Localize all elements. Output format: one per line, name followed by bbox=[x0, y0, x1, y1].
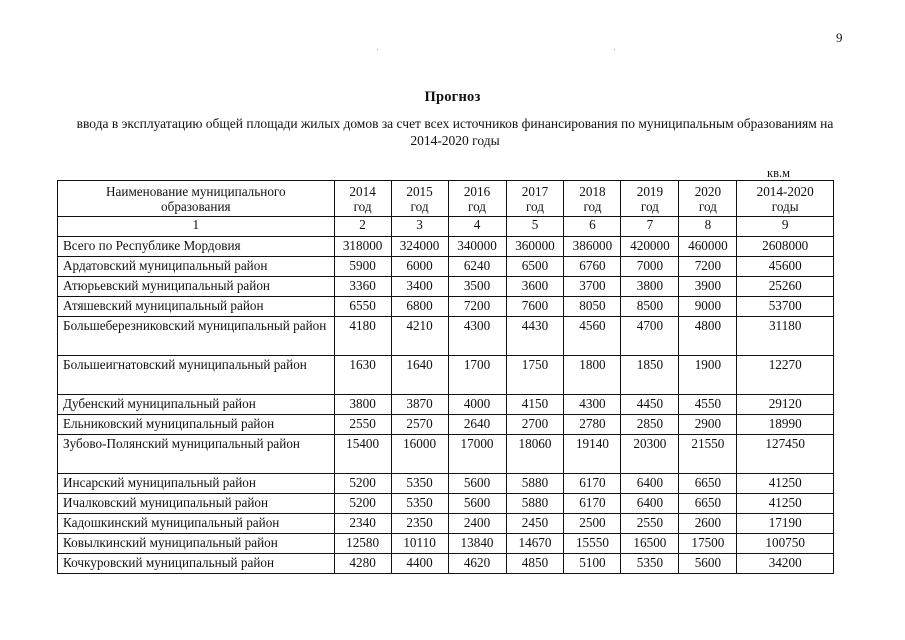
value-cell: 2780 bbox=[564, 415, 621, 435]
page-number: 9 bbox=[836, 30, 843, 45]
value-cell: 4180 bbox=[334, 317, 391, 356]
value-cell: 7000 bbox=[621, 257, 679, 277]
header-year-label: 2016 bbox=[463, 183, 491, 199]
value-cell: 3400 bbox=[391, 277, 448, 297]
value-cell: 41250 bbox=[737, 494, 834, 514]
value-cell: 6000 bbox=[391, 257, 448, 277]
column-number-cell: 5 bbox=[506, 217, 564, 237]
value-cell: 2700 bbox=[506, 415, 564, 435]
value-cell: 4400 bbox=[391, 554, 448, 574]
value-cell: 5600 bbox=[679, 554, 737, 574]
municipality-name-cell: Дубенский муниципальный район bbox=[58, 395, 335, 415]
value-cell: 5200 bbox=[334, 494, 391, 514]
municipality-name-cell: Ельниковский муниципальный район bbox=[58, 415, 335, 435]
table-row bbox=[58, 356, 834, 395]
value-cell: 34200 bbox=[737, 554, 834, 574]
value-cell: 360000 bbox=[506, 237, 564, 257]
header-year-unit: год bbox=[698, 198, 717, 214]
value-cell: 3700 bbox=[564, 277, 621, 297]
value-cell: 5350 bbox=[391, 474, 448, 494]
value-cell: 6760 bbox=[564, 257, 621, 277]
scan-speck bbox=[614, 49, 615, 50]
value-cell: 12270 bbox=[737, 356, 834, 395]
table-row bbox=[58, 554, 834, 574]
value-cell: 2640 bbox=[448, 415, 506, 435]
value-cell: 7600 bbox=[506, 297, 564, 317]
value-cell: 4300 bbox=[564, 395, 621, 415]
value-cell: 4430 bbox=[506, 317, 564, 356]
header-year-cell bbox=[448, 181, 506, 217]
value-cell: 4210 bbox=[391, 317, 448, 356]
value-cell: 17000 bbox=[448, 435, 506, 474]
value-cell: 420000 bbox=[621, 237, 679, 257]
header-year-cell bbox=[506, 181, 564, 217]
header-year-unit: год bbox=[583, 198, 602, 214]
value-cell: 17500 bbox=[679, 534, 737, 554]
column-number-cell: 3 bbox=[391, 217, 448, 237]
value-cell: 13840 bbox=[448, 534, 506, 554]
value-cell: 9000 bbox=[679, 297, 737, 317]
municipality-name-cell: Атюрьевский муниципальный район bbox=[58, 277, 335, 297]
value-cell: 6400 bbox=[621, 474, 679, 494]
value-cell: 4700 bbox=[621, 317, 679, 356]
municipality-name-cell: Ковылкинский муниципальный район bbox=[58, 534, 335, 554]
document-subtitle: ввода в эксплуатацию общей площади жилых домов за счет всех источников финансирования по муниципальным образованиям на 2014-2020 годы bbox=[76, 116, 834, 148]
value-cell: 1640 bbox=[391, 356, 448, 395]
value-cell: 4620 bbox=[448, 554, 506, 574]
column-number-cell: 2 bbox=[334, 217, 391, 237]
value-cell: 5880 bbox=[506, 474, 564, 494]
header-year-label: 2017 bbox=[521, 183, 549, 199]
unit-label: кв.м bbox=[767, 166, 791, 180]
table-row bbox=[58, 514, 834, 534]
value-cell: 2550 bbox=[334, 415, 391, 435]
value-cell: 2608000 bbox=[737, 237, 834, 257]
value-cell: 1850 bbox=[621, 356, 679, 395]
value-cell: 7200 bbox=[448, 297, 506, 317]
value-cell: 2350 bbox=[391, 514, 448, 534]
value-cell: 6800 bbox=[391, 297, 448, 317]
value-cell: 5600 bbox=[448, 494, 506, 514]
value-cell: 2850 bbox=[621, 415, 679, 435]
value-cell: 5100 bbox=[564, 554, 621, 574]
value-cell: 14670 bbox=[506, 534, 564, 554]
table-row bbox=[58, 277, 834, 297]
header-year-cell bbox=[564, 181, 621, 217]
scan-speck bbox=[377, 49, 378, 50]
value-cell: 460000 bbox=[679, 237, 737, 257]
value-cell: 1630 bbox=[334, 356, 391, 395]
value-cell: 5350 bbox=[621, 554, 679, 574]
value-cell: 8500 bbox=[621, 297, 679, 317]
value-cell: 2900 bbox=[679, 415, 737, 435]
value-cell: 17190 bbox=[737, 514, 834, 534]
value-cell: 21550 bbox=[679, 435, 737, 474]
header-year-label: 2019 bbox=[636, 183, 664, 199]
column-number-cell: 4 bbox=[448, 217, 506, 237]
value-cell: 100750 bbox=[737, 534, 834, 554]
municipality-name-cell: Ардатовский муниципальный район bbox=[58, 257, 335, 277]
value-cell: 6170 bbox=[564, 494, 621, 514]
header-year-unit: годы bbox=[771, 198, 799, 214]
table-row bbox=[58, 474, 834, 494]
value-cell: 25260 bbox=[737, 277, 834, 297]
value-cell: 4450 bbox=[621, 395, 679, 415]
value-cell: 127450 bbox=[737, 435, 834, 474]
value-cell: 6400 bbox=[621, 494, 679, 514]
value-cell: 2340 bbox=[334, 514, 391, 534]
header-year-label: 2014-2020 bbox=[756, 183, 814, 199]
header-year-label: 2018 bbox=[579, 183, 606, 199]
value-cell: 3500 bbox=[448, 277, 506, 297]
municipality-name-cell: Кадошкинский муниципальный район bbox=[58, 514, 335, 534]
value-cell: 5880 bbox=[506, 494, 564, 514]
value-cell: 4150 bbox=[506, 395, 564, 415]
value-cell: 15550 bbox=[564, 534, 621, 554]
value-cell: 3360 bbox=[334, 277, 391, 297]
header-year-unit: год bbox=[525, 198, 544, 214]
value-cell: 5600 bbox=[448, 474, 506, 494]
municipality-name-cell: Ичалковский муниципальный район bbox=[58, 494, 335, 514]
column-number-cell: 6 bbox=[564, 217, 621, 237]
value-cell: 1800 bbox=[564, 356, 621, 395]
value-cell: 5350 bbox=[391, 494, 448, 514]
value-cell: 6240 bbox=[448, 257, 506, 277]
column-number-cell: 7 bbox=[621, 217, 679, 237]
value-cell: 18060 bbox=[506, 435, 564, 474]
value-cell: 4550 bbox=[679, 395, 737, 415]
header-year-label: 2014 bbox=[349, 183, 376, 199]
value-cell: 3800 bbox=[621, 277, 679, 297]
column-numbers-row bbox=[58, 217, 834, 237]
table-row bbox=[58, 395, 834, 415]
value-cell: 4000 bbox=[448, 395, 506, 415]
header-year-unit: год bbox=[468, 198, 487, 214]
header-year-unit: год bbox=[353, 198, 372, 214]
value-cell: 4800 bbox=[679, 317, 737, 356]
value-cell: 324000 bbox=[391, 237, 448, 257]
value-cell: 8050 bbox=[564, 297, 621, 317]
header-name-cell: Наименование муниципального образования bbox=[58, 181, 335, 217]
value-cell: 10110 bbox=[391, 534, 448, 554]
header-year-unit: год bbox=[410, 198, 429, 214]
value-cell: 2600 bbox=[679, 514, 737, 534]
value-cell: 6650 bbox=[679, 474, 737, 494]
value-cell: 5900 bbox=[334, 257, 391, 277]
value-cell: 19140 bbox=[564, 435, 621, 474]
municipality-name-cell: Зубово-Полянский муниципальный район bbox=[58, 435, 335, 474]
value-cell: 7200 bbox=[679, 257, 737, 277]
value-cell: 53700 bbox=[737, 297, 834, 317]
table-row bbox=[58, 435, 834, 474]
value-cell: 3900 bbox=[679, 277, 737, 297]
value-cell: 2450 bbox=[506, 514, 564, 534]
table-row bbox=[58, 297, 834, 317]
value-cell: 29120 bbox=[737, 395, 834, 415]
header-year-label: 2015 bbox=[406, 183, 433, 199]
value-cell: 3800 bbox=[334, 395, 391, 415]
header-year-unit: год bbox=[640, 198, 659, 214]
value-cell: 12580 bbox=[334, 534, 391, 554]
value-cell: 3600 bbox=[506, 277, 564, 297]
forecast-table bbox=[57, 180, 834, 574]
value-cell: 4560 bbox=[564, 317, 621, 356]
value-cell: 6650 bbox=[679, 494, 737, 514]
column-number-cell: 8 bbox=[679, 217, 737, 237]
document-title: Прогноз bbox=[424, 89, 481, 105]
value-cell: 16500 bbox=[621, 534, 679, 554]
value-cell: 6550 bbox=[334, 297, 391, 317]
value-cell: 15400 bbox=[334, 435, 391, 474]
value-cell: 2500 bbox=[564, 514, 621, 534]
value-cell: 1900 bbox=[679, 356, 737, 395]
value-cell: 340000 bbox=[448, 237, 506, 257]
header-year-cell bbox=[334, 181, 391, 217]
value-cell: 1750 bbox=[506, 356, 564, 395]
value-cell: 386000 bbox=[564, 237, 621, 257]
municipality-name-cell: Большеигнатовский муниципальный район bbox=[58, 356, 335, 395]
municipality-name-cell: Кочкуровский муниципальный район bbox=[58, 554, 335, 574]
value-cell: 6170 bbox=[564, 474, 621, 494]
municipality-name-cell: Всего по Республике Мордовия bbox=[58, 237, 335, 257]
value-cell: 41250 bbox=[737, 474, 834, 494]
value-cell: 18990 bbox=[737, 415, 834, 435]
value-cell: 6500 bbox=[506, 257, 564, 277]
value-cell: 31180 bbox=[737, 317, 834, 356]
value-cell: 318000 bbox=[334, 237, 391, 257]
value-cell: 4280 bbox=[334, 554, 391, 574]
table-row bbox=[58, 317, 834, 356]
value-cell: 20300 bbox=[621, 435, 679, 474]
column-number-cell: 1 bbox=[58, 217, 335, 237]
header-year-cell bbox=[621, 181, 679, 217]
value-cell: 4850 bbox=[506, 554, 564, 574]
value-cell: 4300 bbox=[448, 317, 506, 356]
municipality-name-cell: Инсарский муниципальный район bbox=[58, 474, 335, 494]
value-cell: 2400 bbox=[448, 514, 506, 534]
header-year-cell bbox=[679, 181, 737, 217]
value-cell: 45600 bbox=[737, 257, 834, 277]
table-row bbox=[58, 257, 834, 277]
table-row bbox=[58, 415, 834, 435]
table-row bbox=[58, 237, 834, 257]
value-cell: 1700 bbox=[448, 356, 506, 395]
municipality-name-cell: Атяшевский муниципальный район bbox=[58, 297, 335, 317]
value-cell: 16000 bbox=[391, 435, 448, 474]
value-cell: 2570 bbox=[391, 415, 448, 435]
table-row bbox=[58, 534, 834, 554]
value-cell: 2550 bbox=[621, 514, 679, 534]
table-header-row bbox=[58, 181, 834, 217]
column-number-cell: 9 bbox=[737, 217, 834, 237]
header-year-label: 2020 bbox=[694, 183, 722, 199]
table-row bbox=[58, 494, 834, 514]
value-cell: 5200 bbox=[334, 474, 391, 494]
header-year-cell bbox=[737, 181, 834, 217]
header-year-cell bbox=[391, 181, 448, 217]
value-cell: 3870 bbox=[391, 395, 448, 415]
table-body bbox=[58, 181, 834, 574]
municipality-name-cell: Большеберезниковский муниципальный район bbox=[58, 317, 335, 356]
